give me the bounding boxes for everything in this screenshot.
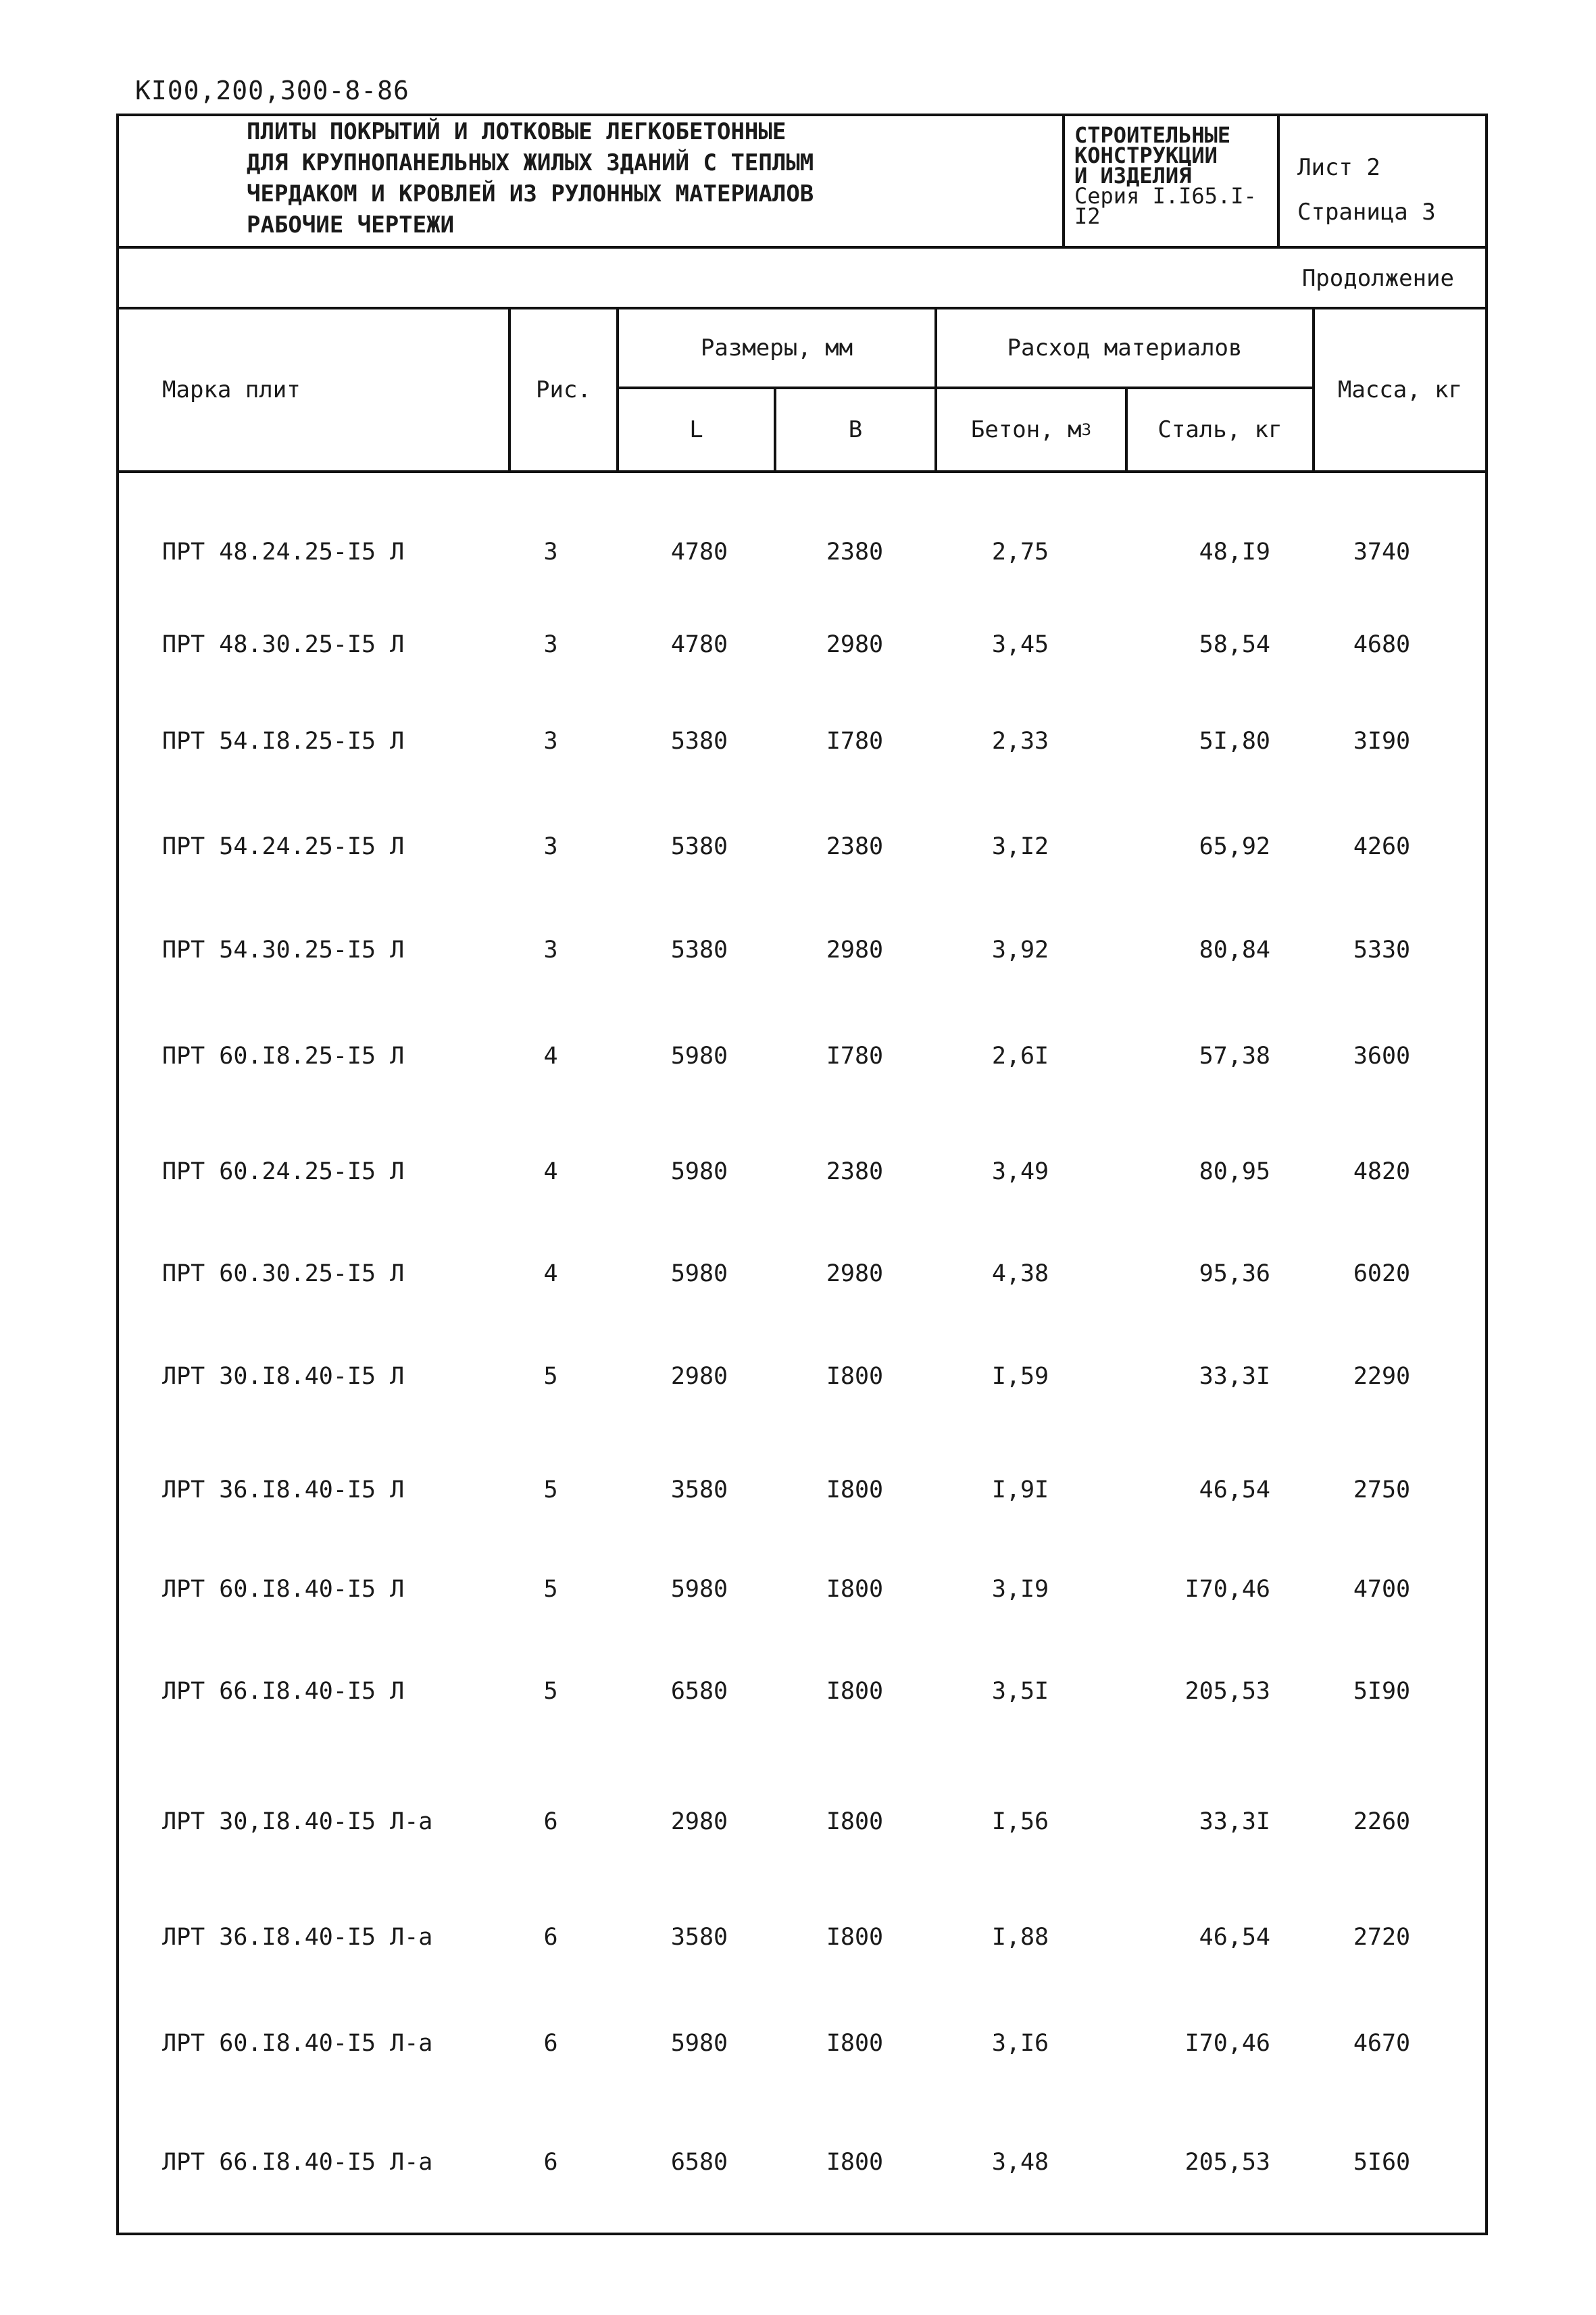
row-mass: 5330: [1353, 937, 1411, 964]
header-bottom-line: [116, 470, 1488, 473]
row-concrete: I,88: [991, 1924, 1049, 1951]
row-mark: ПРТ 60.I8.25-I5 Л: [162, 1043, 405, 1070]
row-length: 5380: [670, 728, 728, 755]
row-steel: 58,54: [1199, 631, 1270, 658]
row-width: I800: [826, 1576, 884, 1603]
row-concrete: 3,49: [991, 1158, 1049, 1185]
row-steel: 46,54: [1199, 1476, 1270, 1503]
row-concrete: 3,48: [991, 2149, 1049, 2176]
title-line: РАБОЧИЕ ЧЕРТЕЖИ: [247, 211, 455, 239]
row-figure: 4: [543, 1158, 558, 1185]
row-width: 2380: [826, 1158, 884, 1185]
row-mark: ПРТ 54.I8.25-I5 Л: [162, 728, 405, 755]
row-width: I780: [826, 1043, 884, 1070]
row-steel: 46,54: [1199, 1924, 1270, 1951]
row-steel: I70,46: [1184, 2030, 1270, 2057]
row-width: I800: [826, 1363, 884, 1390]
row-mark: ЛРТ 66.I8.40-I5 Л-а: [162, 2149, 433, 2176]
row-mark: ЛРТ 30,I8.40-I5 Л-а: [162, 1808, 433, 1835]
row-width: 2980: [826, 1260, 884, 1287]
row-figure: 3: [543, 937, 558, 964]
row-steel: 205,53: [1184, 1678, 1270, 1705]
row-figure: 6: [543, 2149, 558, 2176]
row-figure: 5: [543, 1363, 558, 1390]
row-figure: 3: [543, 631, 558, 658]
header-mass: Масса, кг: [1337, 376, 1463, 403]
row-figure: 5: [543, 1476, 558, 1503]
row-length: 3580: [670, 1476, 728, 1503]
row-mark: ЛРТ 60.I8.40-I5 Л-а: [162, 2030, 433, 2057]
header-figure: Рис.: [536, 376, 591, 403]
row-mass: 3740: [1353, 539, 1411, 566]
row-concrete: I,9I: [991, 1476, 1049, 1503]
row-steel: 65,92: [1199, 833, 1270, 860]
row-width: I800: [826, 1924, 884, 1951]
row-length: 5980: [670, 1576, 728, 1603]
header-concrete-exponent: 3: [1081, 420, 1092, 439]
row-concrete: 3,I2: [991, 833, 1049, 860]
header-dim-l: L: [689, 416, 703, 443]
row-concrete: 2,33: [991, 728, 1049, 755]
row-length: 6580: [670, 1678, 728, 1705]
row-mark: ПРТ 60.24.25-I5 Л: [162, 1158, 405, 1185]
row-mark: ЛРТ 66.I8.40-I5 Л: [162, 1678, 405, 1705]
row-steel: 57,38: [1199, 1043, 1270, 1070]
title-line: ЧЕРДАКОМ И КРОВЛЕЙ ИЗ РУЛОННЫХ МАТЕРИАЛОВ: [247, 180, 814, 207]
row-figure: 6: [543, 2030, 558, 2057]
row-steel: 48,I9: [1199, 539, 1270, 566]
row-mark: ПРТ 54.24.25-I5 Л: [162, 833, 405, 860]
row-mark: ЛРТ 36.I8.40-I5 Л: [162, 1476, 405, 1503]
row-length: 2980: [670, 1808, 728, 1835]
header-steel: Сталь, кг: [1157, 416, 1282, 443]
row-steel: I70,46: [1184, 1576, 1270, 1603]
row-mark: ПРТ 60.30.25-I5 Л: [162, 1260, 405, 1287]
row-steel: 80,84: [1199, 937, 1270, 964]
header-dimensions: Размеры, мм: [700, 334, 853, 362]
row-mark: ПРТ 48.30.25-I5 Л: [162, 631, 405, 658]
row-figure: 4: [543, 1260, 558, 1287]
document-code: КI00,200,300-8-86: [135, 76, 409, 105]
row-mass: 5I90: [1353, 1678, 1411, 1705]
row-length: 5980: [670, 2030, 728, 2057]
row-mass: 4670: [1353, 2030, 1411, 2057]
row-mass: 4680: [1353, 631, 1411, 658]
row-figure: 4: [543, 1043, 558, 1070]
row-length: 4780: [670, 539, 728, 566]
continuation-label: Продолжение: [1301, 265, 1454, 292]
row-concrete: 3,I9: [991, 1576, 1049, 1603]
row-concrete: 3,45: [991, 631, 1049, 658]
row-width: I800: [826, 2149, 884, 2176]
row-length: 4780: [670, 631, 728, 658]
header-materials: Расход материалов: [1007, 334, 1243, 362]
series-line: И ИЗДЕЛИЯ: [1074, 163, 1192, 189]
row-figure: 5: [543, 1576, 558, 1603]
row-figure: 3: [543, 833, 558, 860]
row-figure: 6: [543, 1808, 558, 1835]
title-block-bottom-line: [116, 246, 1488, 249]
row-width: 2380: [826, 833, 884, 860]
row-concrete: I,56: [991, 1808, 1049, 1835]
title-line: ДЛЯ КРУПНОПАНЕЛЬНЫХ ЖИЛЫХ ЗДАНИЙ С ТЕПЛЫМ: [247, 149, 814, 176]
row-concrete: 3,92: [991, 937, 1049, 964]
row-concrete: 3,I6: [991, 2030, 1049, 2057]
row-length: 5980: [670, 1158, 728, 1185]
row-steel: 5I,80: [1199, 728, 1270, 755]
row-width: I800: [826, 1808, 884, 1835]
title-block-divider: [1062, 114, 1065, 247]
document-title: [247, 116, 1037, 241]
row-mark: ЛРТ 60.I8.40-I5 Л: [162, 1576, 405, 1603]
row-width: I780: [826, 728, 884, 755]
row-length: 6580: [670, 2149, 728, 2176]
title-line: ПЛИТЫ ПОКРЫТИЙ И ЛОТКОВЫЕ ЛЕГКОБЕТОННЫЕ: [247, 118, 787, 145]
row-mass: 4820: [1353, 1158, 1411, 1185]
page-number: Страница 3: [1297, 199, 1436, 226]
row-figure: 3: [543, 539, 558, 566]
row-length: 5380: [670, 833, 728, 860]
header-dim-b: B: [848, 416, 863, 443]
row-steel: 95,36: [1199, 1260, 1270, 1287]
sheet-info: [1297, 145, 1436, 234]
row-mass: 2260: [1353, 1808, 1411, 1835]
header-mark: Марка плит: [162, 376, 301, 403]
row-concrete: 4,38: [991, 1260, 1049, 1287]
row-width: I800: [826, 1678, 884, 1705]
row-width: 2980: [826, 631, 884, 658]
row-mass: 6020: [1353, 1260, 1411, 1287]
row-mass: 4260: [1353, 833, 1411, 860]
row-figure: 3: [543, 728, 558, 755]
header-concrete: [937, 389, 1125, 470]
row-width: I800: [826, 1476, 884, 1503]
row-length: 2980: [670, 1363, 728, 1390]
row-mark: ПРТ 48.24.25-I5 Л: [162, 539, 405, 566]
row-width: 2980: [826, 937, 884, 964]
series-block: [1074, 122, 1270, 229]
row-mass: 2290: [1353, 1363, 1411, 1390]
row-steel: 33,3I: [1199, 1363, 1270, 1390]
row-concrete: 3,5I: [991, 1678, 1049, 1705]
row-length: 3580: [670, 1924, 728, 1951]
row-mass: 5I60: [1353, 2149, 1411, 2176]
row-mass: 4700: [1353, 1576, 1411, 1603]
row-width: I800: [826, 2030, 884, 2057]
row-concrete: 2,6I: [991, 1043, 1049, 1070]
row-mark: ПРТ 54.30.25-I5 Л: [162, 937, 405, 964]
row-steel: 205,53: [1184, 2149, 1270, 2176]
row-mark: ЛРТ 30.I8.40-I5 Л: [162, 1363, 405, 1390]
header-concrete-label: Бетон, м: [970, 416, 1082, 443]
row-mass: 2750: [1353, 1476, 1411, 1503]
row-mass: 3600: [1353, 1043, 1411, 1070]
row-width: 2380: [826, 539, 884, 566]
row-figure: 5: [543, 1678, 558, 1705]
row-figure: 6: [543, 1924, 558, 1951]
sheet-number: Лист 2: [1297, 154, 1380, 181]
row-steel: 80,95: [1199, 1158, 1270, 1185]
series-line: КОНСТРУКЦИИ: [1074, 143, 1218, 168]
row-steel: 33,3I: [1199, 1808, 1270, 1835]
row-length: 5380: [670, 937, 728, 964]
series-line: СТРОИТЕЛЬНЫЕ: [1074, 122, 1231, 148]
row-mark: ЛРТ 36.I8.40-I5 Л-а: [162, 1924, 433, 1951]
row-mass: 3I90: [1353, 728, 1411, 755]
row-concrete: 2,75: [991, 539, 1049, 566]
row-concrete: I,59: [991, 1363, 1049, 1390]
series-number: Серия I.I65.I-I2: [1074, 183, 1257, 229]
row-length: 5980: [670, 1260, 728, 1287]
row-length: 5980: [670, 1043, 728, 1070]
row-mass: 2720: [1353, 1924, 1411, 1951]
title-block-divider: [1277, 114, 1280, 247]
